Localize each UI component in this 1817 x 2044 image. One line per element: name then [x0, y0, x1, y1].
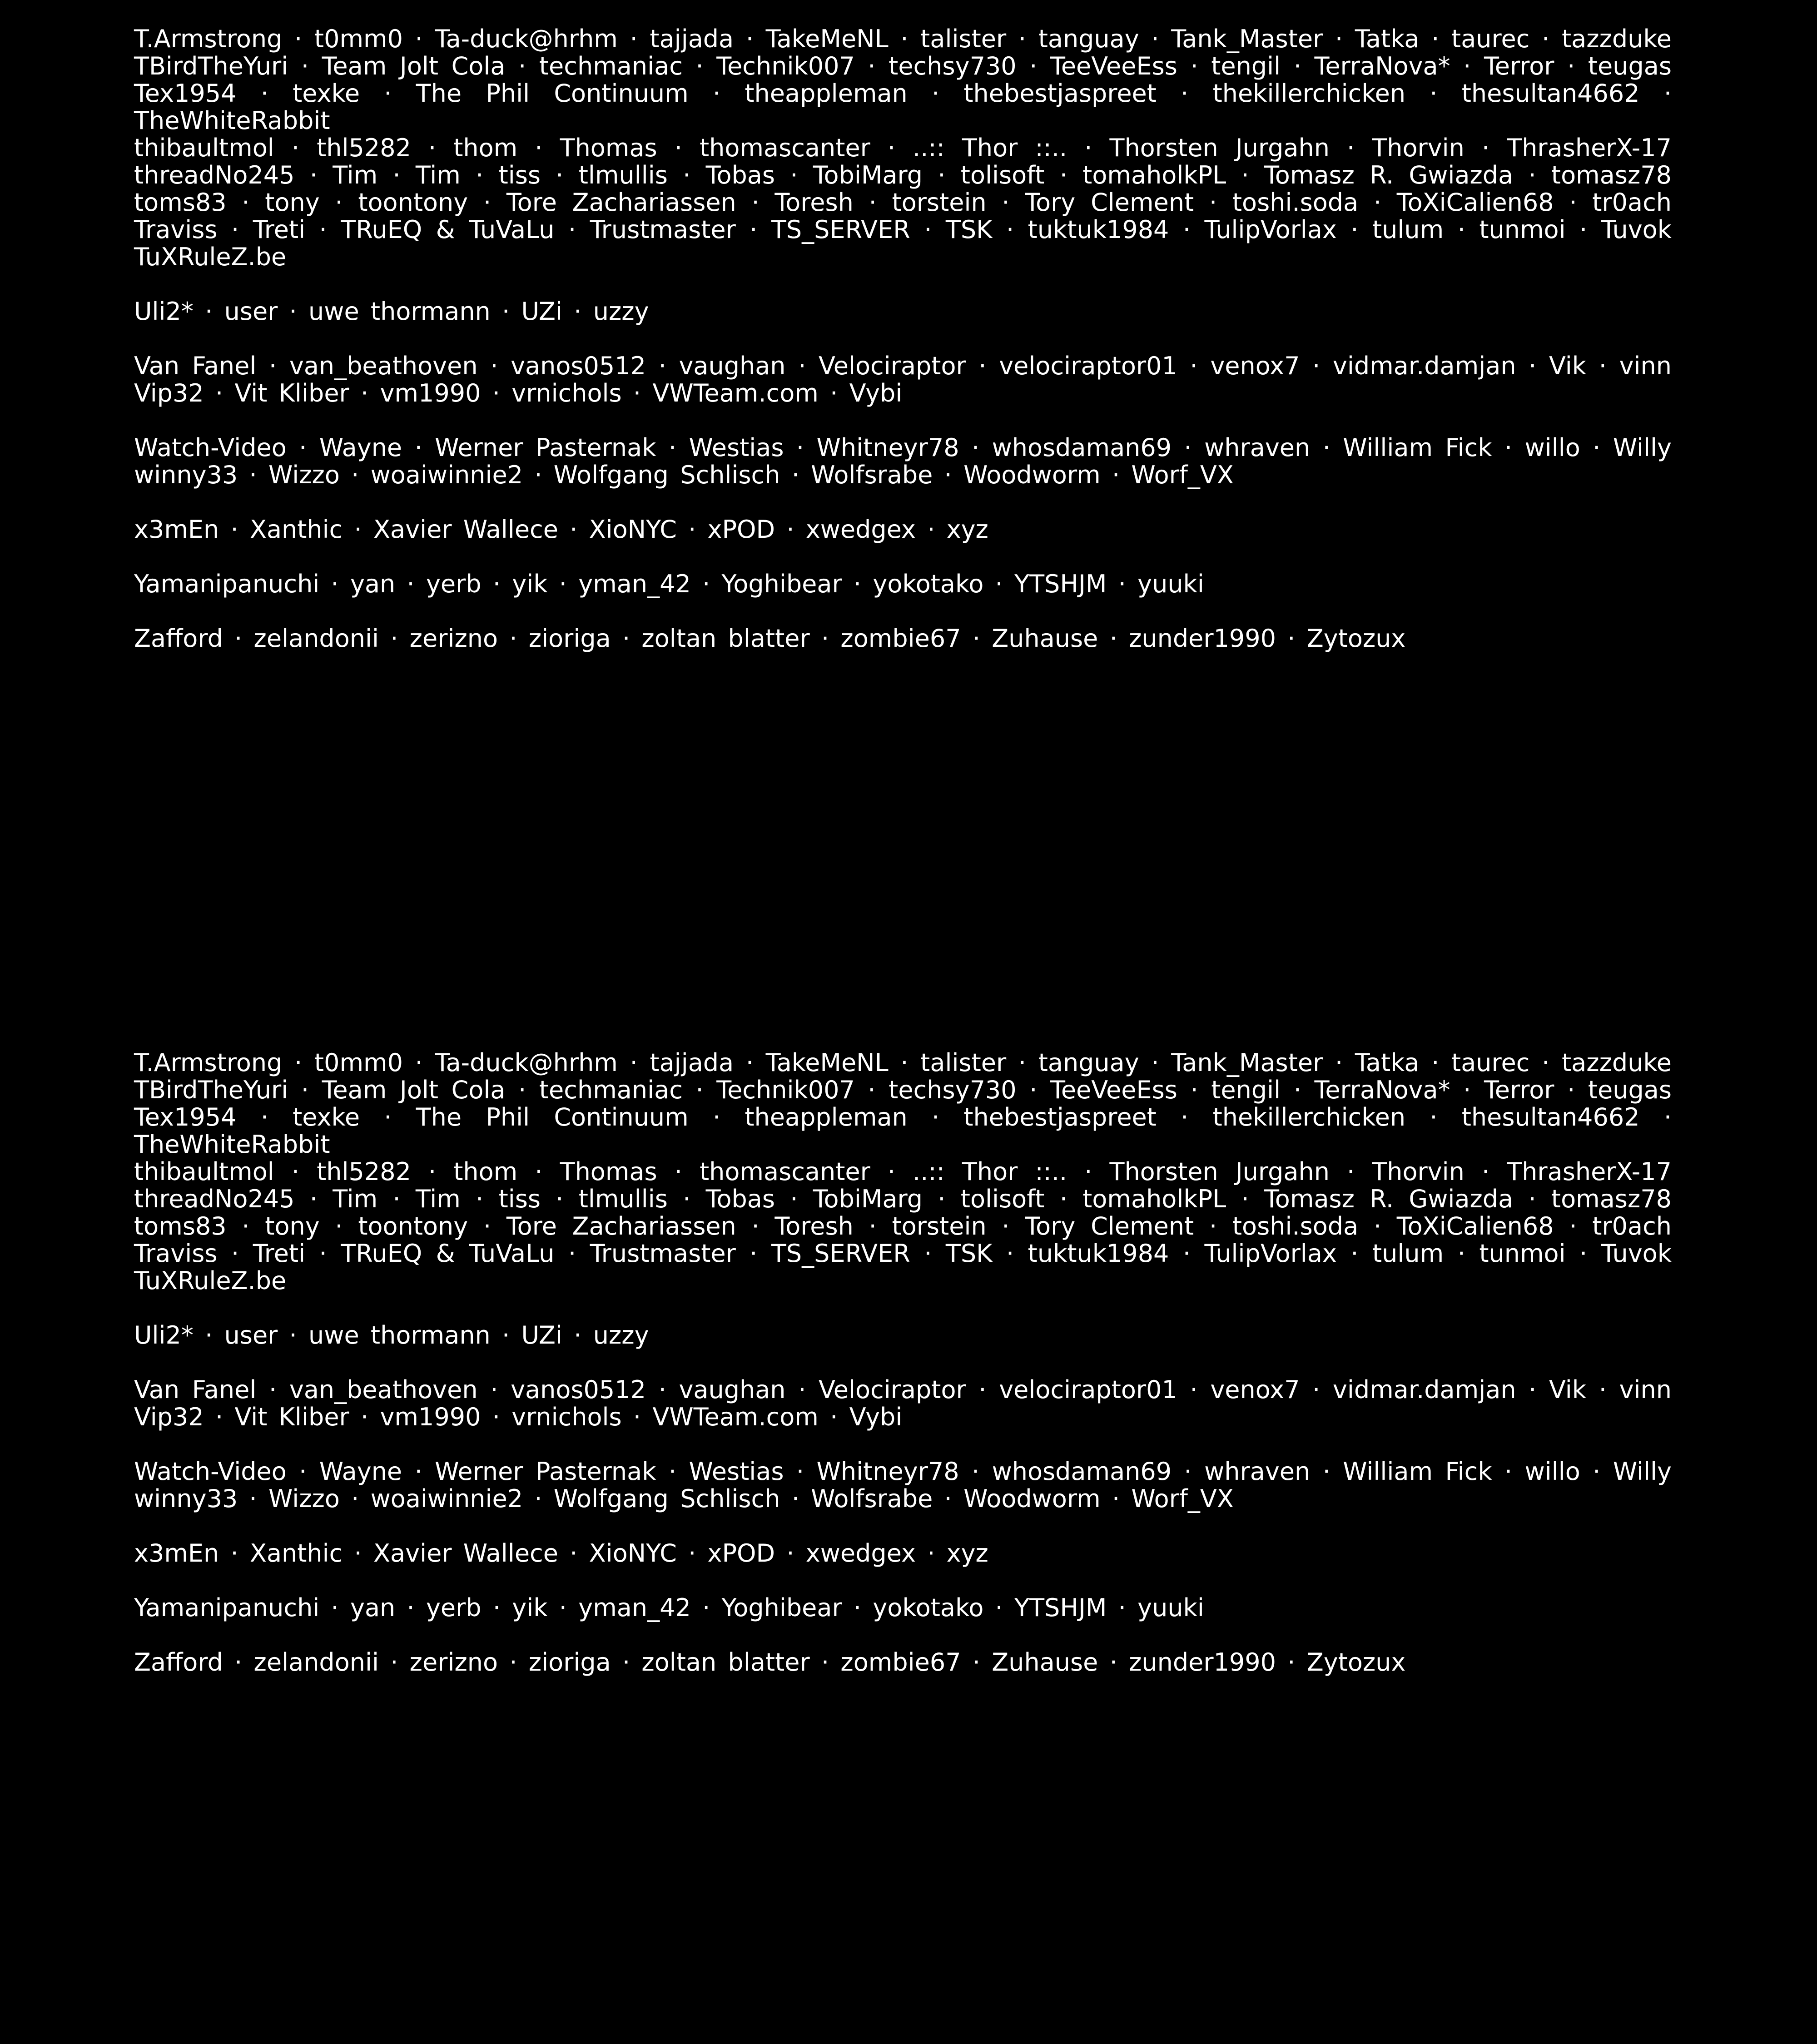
credits-line: Watch-Video · Wayne · Werner Pasternak · Westias · Whitneyr78 · whosdaman69 · whraven · William Fick · willo · Willy [134, 1457, 1672, 1486]
credits-line: Yamanipanuchi · yan · yerb · yik · yman_42 · Yoghibear · yokotako · YTSHJM · yuuki [134, 1593, 1204, 1622]
credits-block-2 [134, 1049, 1672, 1676]
credits-line: threadNo245 · Tim · Tim · tiss · tlmullis · Tobas · TobiMarg · tolisoft · tomaholkPL · Tomasz R. Gwiazda · tomasz78 [134, 161, 1672, 189]
credits-line: TuXRuleZ.be [134, 1266, 287, 1295]
credits-paragraph-u [134, 1322, 1672, 1349]
credits-line: Zafford · zelandonii · zerizno · zioriga · zoltan blatter · zombie67 · Zuhause · zunder1990 · Zytozux [134, 624, 1406, 653]
credits-line: Vip32 · Vit Kliber · vm1990 · vrnichols · VWTeam.com · Vybi [134, 1403, 903, 1431]
credits-line: T.Armstrong · t0mm0 · Ta-duck@hrhm · tajjada · TakeMeNL · talister · tanguay · Tank_Master · Tatka · taurec · tazzduke [134, 1048, 1672, 1077]
credits-line: Tex1954 · texke · The Phil Continuum · theappleman · thebestjaspreet · thekillerchicken · thesultan4662 · TheWhiteRabbit [134, 1103, 1672, 1159]
credits-line: Uli2* · user · uwe thormann · UZi · uzzy [134, 297, 649, 326]
credits-line: x3mEn · Xanthic · Xavier Wallece · XioNYC · xPOD · xwedgex · xyz [134, 1539, 988, 1568]
credits-line: toms83 · tony · toontony · Tore Zachariassen · Toresh · torstein · Tory Clement · toshi.soda · ToXiCalien68 · tr0ach [134, 1212, 1672, 1240]
credits-line: TBirdTheYuri · Team Jolt Cola · techmaniac · Technik007 · techsy730 · TeeVeeEss · tengil · TerraNova* · Terror · teugas [134, 1076, 1672, 1104]
credits-line: Van Fanel · van_beathoven · vanos0512 · vaughan · Velociraptor · velociraptor01 · venox7 · vidmar.damjan · Vik · vinn [134, 352, 1672, 380]
credits-line: winny33 · Wizzo · woaiwinnie2 · Wolfgang Schlisch · Wolfsrabe · Woodworm · Worf_VX [134, 461, 1234, 489]
credits-line: thibaultmol · thl5282 · thom · Thomas · thomascanter · ..:: Thor ::.. · Thorsten Jurgahn · Thorvin · ThrasherX-17 [134, 1157, 1672, 1186]
credits-line: Zafford · zelandonii · zerizno · zioriga · zoltan blatter · zombie67 · Zuhause · zunder1990 · Zytozux [134, 1648, 1406, 1677]
credits-line: Van Fanel · van_beathoven · vanos0512 · vaughan · Velociraptor · velociraptor01 · venox7 · vidmar.damjan · Vik · vinn [134, 1375, 1672, 1404]
credits-line: Uli2* · user · uwe thormann · UZi · uzzy [134, 1321, 649, 1349]
credits-paragraph-x [134, 1540, 1672, 1567]
credits-line: TBirdTheYuri · Team Jolt Cola · techmaniac · Technik007 · techsy730 · TeeVeeEss · tengil · TerraNova* · Terror · teugas [134, 52, 1672, 80]
credits-paragraph-w [134, 1458, 1672, 1513]
credits-line: TuXRuleZ.be [134, 243, 287, 271]
credits-line: threadNo245 · Tim · Tim · tiss · tlmullis · Tobas · TobiMarg · tolisoft · tomaholkPL · Tomasz R. Gwiazda · tomasz78 [134, 1185, 1672, 1213]
credits-paragraph-x [134, 516, 1672, 543]
credits-line: T.Armstrong · t0mm0 · Ta-duck@hrhm · tajjada · TakeMeNL · talister · tanguay · Tank_Master · Tatka · taurec · tazzduke [134, 25, 1672, 53]
credits-paragraph-y [134, 571, 1672, 598]
credits-paragraph-u [134, 298, 1672, 325]
credits-paragraph-v [134, 352, 1672, 407]
credits-paragraph-z [134, 1649, 1672, 1676]
credits-paragraph-v [134, 1376, 1672, 1431]
credits-paragraph-y [134, 1594, 1672, 1622]
credits-line: toms83 · tony · toontony · Tore Zachariassen · Toresh · torstein · Tory Clement · toshi.soda · ToXiCalien68 · tr0ach [134, 188, 1672, 217]
credits-line: Vip32 · Vit Kliber · vm1990 · vrnichols · VWTeam.com · Vybi [134, 379, 903, 407]
credits-block-1 [134, 25, 1672, 652]
credits-paragraph-z [134, 625, 1672, 652]
credits-line: Yamanipanuchi · yan · yerb · yik · yman_42 · Yoghibear · yokotako · YTSHJM · yuuki [134, 570, 1204, 598]
credits-line: Traviss · Treti · TRuEQ & TuVaLu · Trustmaster · TS_SERVER · TSK · tuktuk1984 · TulipVorlax · tulum · tunmoi · Tuvok [134, 1239, 1672, 1268]
credits-line: Tex1954 · texke · The Phil Continuum · theappleman · thebestjaspreet · thekillerchicken · thesultan4662 · TheWhiteRabbit [134, 79, 1672, 135]
credits-paragraph-w [134, 434, 1672, 489]
credits-line: Watch-Video · Wayne · Werner Pasternak · Westias · Whitneyr78 · whosdaman69 · whraven · William Fick · willo · Willy [134, 433, 1672, 462]
credits-line: winny33 · Wizzo · woaiwinnie2 · Wolfgang Schlisch · Wolfsrabe · Woodworm · Worf_VX [134, 1484, 1234, 1513]
credits-paragraph-t [134, 1049, 1672, 1295]
credits-line: Traviss · Treti · TRuEQ & TuVaLu · Trustmaster · TS_SERVER · TSK · tuktuk1984 · TulipVorlax · tulum · tunmoi · Tuvok [134, 215, 1672, 244]
credits-paragraph-t [134, 25, 1672, 271]
credits-line: x3mEn · Xanthic · Xavier Wallece · XioNYC · xPOD · xwedgex · xyz [134, 515, 988, 544]
credits-line: thibaultmol · thl5282 · thom · Thomas · thomascanter · ..:: Thor ::.. · Thorsten Jurgahn · Thorvin · ThrasherX-17 [134, 134, 1672, 162]
